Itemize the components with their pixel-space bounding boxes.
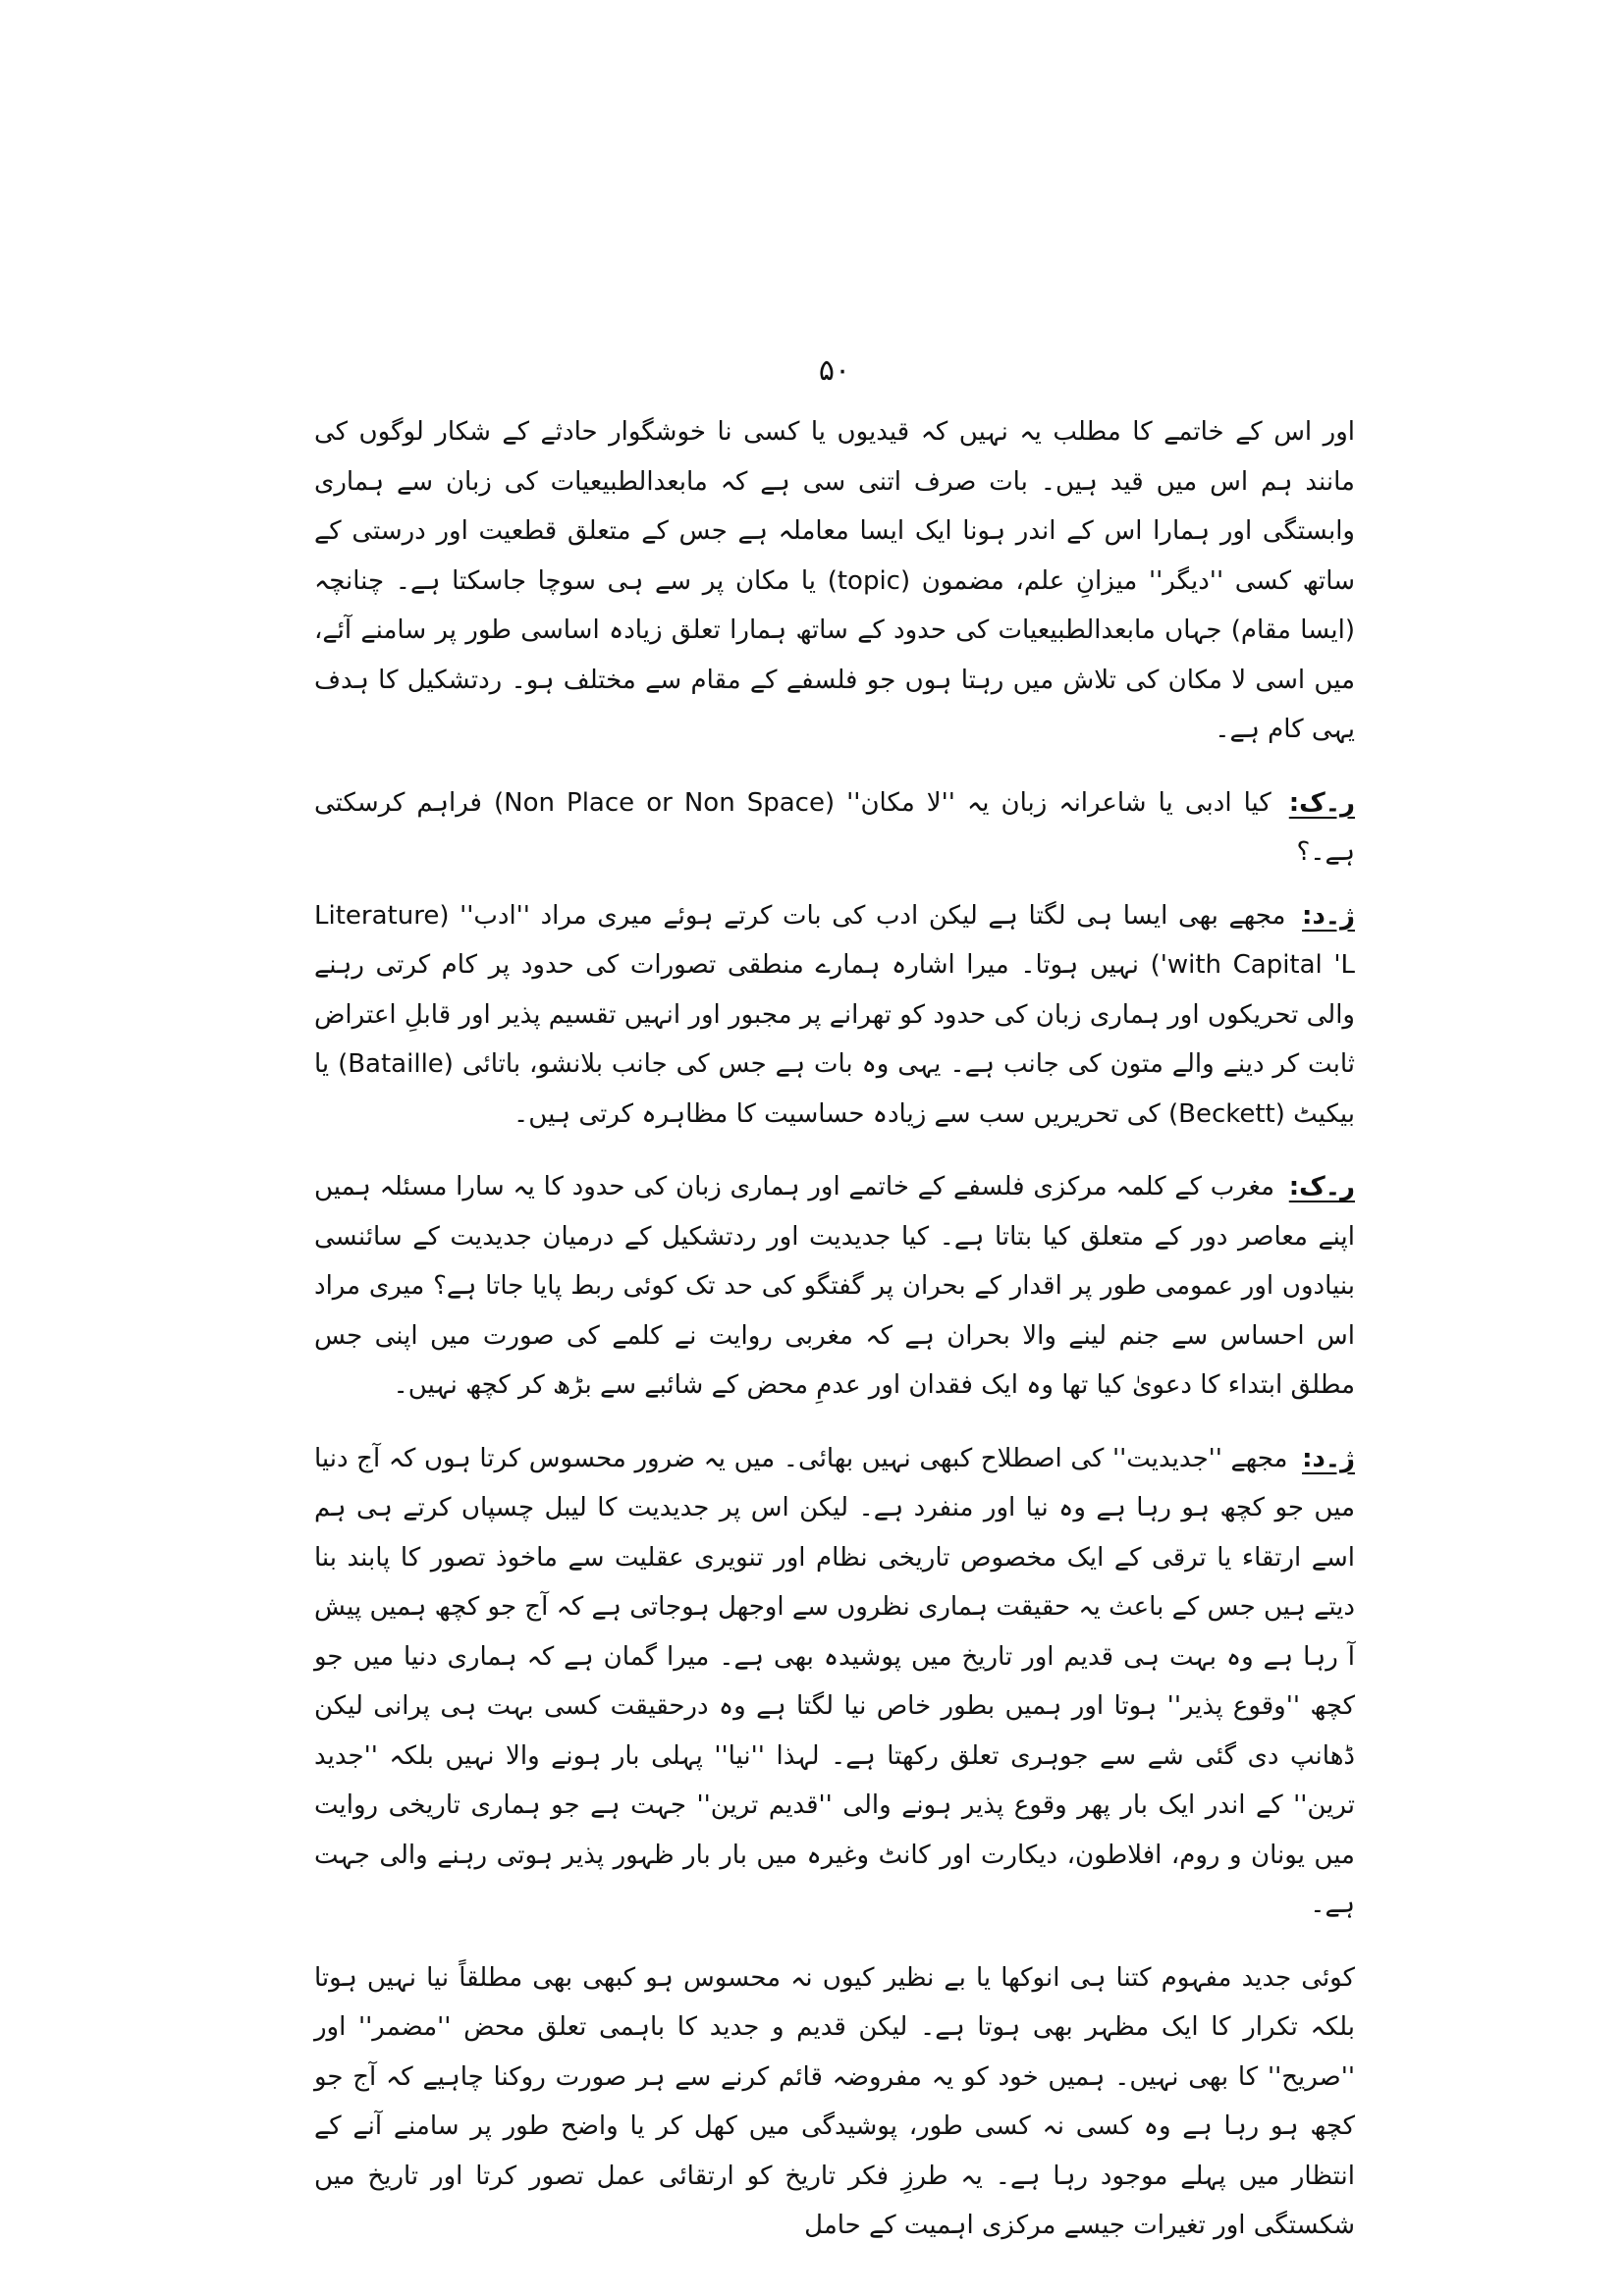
paragraph-text: اور اس کے خاتمے کا مطلب یہ نہیں کہ قیدیوں یا کسی نا خوشگوار حادثے کے شکار لوگوں کی مانند ہم اس میں قید ہیں۔ بات صرف اتنی سی ہے کہ مابعدالطبیعیات کی زبان سے ہماری وابستگی اور ہمارا اس کے اندر ہونا ایک ایسا معاملہ ہے جس کے متعلق قطعیت اور درستی کے ساتھ کسی ''دیگر'' میزانِ علم، مضمون (topic) یا مکان پر سے ہی سوچا جاسکتا ہے۔ چنانچہ (ایسا مقام) جہاں مابعدالطبیعیات کی حدود کے ساتھ ہمارا تعلق زیادہ اساسی طور پر سامنے آئے، میں اسی لا مکان کی تلاش میں رہتا ہوں جو فلسفے کے مقام سے مختلف ہو۔ ردتشکیل کا ہدف یہی کام ہے۔ [314, 417, 1355, 744]
paragraph-text: مجھے بھی ایسا ہی لگتا ہے لیکن ادب کی بات کرتے ہوئے میری مراد ''ادب'' (Literature with Capital 'L') نہیں ہوتا۔ میرا اشارہ ہمارے منطقی تصورات کی حدود پر کام کرتی رہنے والی تحریکوں اور ہماری زبان کی حدود کو تھرانے پر مجبور اور انہیں تقسیم پذیر اور قابلِ اعتراض ثابت کر دینے والے متون کی جانب ہے۔ یہی وہ بات ہے جس کی جانب بلانشو، باتائی (Bataille) یا بیکیٹ (Beckett) کی تحریریں سب سے زیادہ حساسیت کا مظاہرہ کرتی ہیں۔ [314, 900, 1356, 1129]
speaker-label: ژ۔د: [1302, 900, 1355, 931]
paragraph [314, 407, 1355, 755]
paragraph [314, 891, 1355, 1140]
speaker-label: ر۔ک: [1288, 1172, 1355, 1201]
speaker-label: ژ۔د: [1302, 1443, 1356, 1473]
paragraph-text: مجھے ''جدیدیت'' کی اصطلاح کبھی نہیں بھائی۔ میں یہ ضرور محسوس کرتا ہوں کہ آج دنیا میں جو کچھ ہو رہا ہے وہ نیا اور منفرد ہے۔ لیکن اس پر جدیدیت کا لیبل چسپاں کرتے ہی ہم اسے ارتقاء یا ترقی کے ایک مخصوص تاریخی نظام اور تنویری عقلیت سے ماخوذ تصور کا پابند بنا دیتے ہیں جس کے باعث یہ حقیقت ہماری نظروں سے اوجھل ہوجاتی ہے کہ آج جو کچھ ہمیں پیش آ رہا ہے وہ بہت ہی قدیم اور تاریخ میں پوشیدہ بھی ہے۔ میرا گمان ہے کہ ہماری دنیا میں جو کچھ ''وقوع پذیر'' ہوتا اور ہمیں بطور خاص نیا لگتا ہے وہ درحقیقت کسی بہت ہی پرانی لیکن ڈھانپ دی گئی شے سے جوہری تعلق رکھتا ہے۔ لہذا ''نیا'' پہلی بار ہونے والا نہیں بلکہ ''جدید ترین'' کے اندر ایک بار پھر وقوع پذیر ہونے والی ''قدیم ترین'' جہت ہے جو ہماری تاریخی روایت میں یونان و روم، افلاطون، دیکارت اور کانٹ وغیرہ میں بار بار ظہور پذیر ہوتی رہنے والی جہت ہے۔ [314, 1443, 1355, 1919]
paragraph [314, 1162, 1355, 1411]
paragraph [314, 778, 1355, 878]
paragraph-text: کوئی جدید مفہوم کتنا ہی انوکھا یا بے نظیر کیوں نہ محسوس ہو کبھی بھی مطلقاً نیا نہیں ہوتا بلکہ تکرار کا ایک مظہر بھی ہوتا ہے۔ لیکن قدیم و جدید کا باہمی تعلق محض ''مضمر'' اور ''صریح'' کا بھی نہیں۔ ہمیں خود کو یہ مفروضہ قائم کرنے سے ہر صورت روکنا چاہیے کہ آج جو کچھ ہو رہا ہے وہ کسی نہ کسی طور، پوشیدگی میں کھل کر یا واضح طور پر سامنے آنے کے انتظار میں پہلے موجود رہا ہے۔ یہ طرزِ فکر تاریخ کو ارتقائی عمل تصور کرتا اور تاریخ میں شکستگی اور تغیرات جیسے مرکزی اہمیت کے حامل [314, 1962, 1355, 2240]
paragraph [314, 1434, 1355, 1930]
page-body [314, 407, 1355, 2274]
paragraph-text: مغرب کے کلمہ مرکزی فلسفے کے خاتمے اور ہماری زبان کی حدود کا یہ سارا مسئلہ ہمیں اپنے معاصر دور کے متعلق کیا بتاتا ہے۔ کیا جدیدیت اور ردتشکیل کے درمیان جدیدیت کے سائنسی بنیادوں اور عمومی طور پر اقدار کے بحران پر گفتگو کی حد تک کوئی ربط پایا جاتا ہے؟ میری مراد اس احساس سے جنم لینے والا بحران ہے کہ مغربی روایت نے کلمے کی صورت میں اپنی جس مطلق ابتداء کا دعویٰ کیا تھا وہ ایک فقدان اور عدمِ محض کے شائبے سے بڑھ کر کچھ نہیں۔ [314, 1172, 1355, 1400]
page-number: ۵۰ [818, 353, 851, 388]
speaker-label: ر۔ک: [1288, 787, 1356, 818]
document-page [314, 0, 1355, 2296]
paragraph-text: کیا ادبی یا شاعرانہ زبان یہ ''لا مکان'' (Non Place or Non Space) فراہم کرسکتی ہے۔؟ [314, 787, 1355, 867]
paragraph [314, 1953, 1355, 2251]
